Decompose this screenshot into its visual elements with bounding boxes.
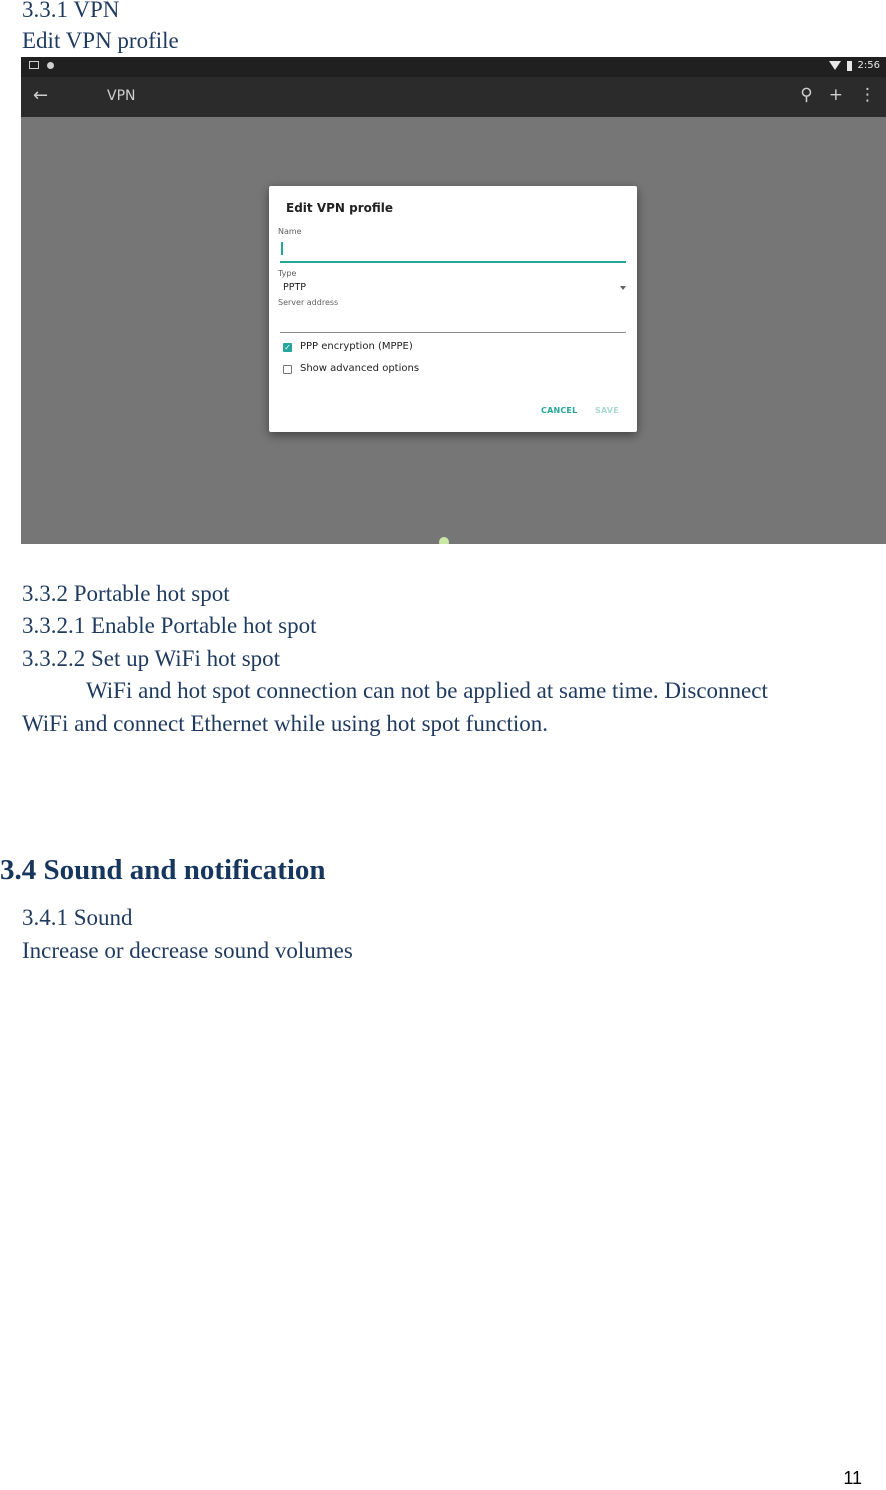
page-number: 11 [843,1468,862,1488]
name-input[interactable] [280,261,626,263]
section-3-3-2-1-heading: 3.3.2.1 Enable Portable hot spot [22,613,317,638]
advanced-options-checkbox[interactable] [283,365,292,374]
edit-vpn-profile-caption: Edit VPN profile [22,28,179,53]
section-3-4-heading: 3.4 Sound and notification [0,854,326,886]
dropdown-arrow-icon[interactable] [620,286,626,290]
save-button[interactable]: SAVE [595,406,619,415]
hotspot-paragraph-line-1: WiFi and hot spot connection can not be applied at same time. Disconnect [86,678,768,703]
cancel-button[interactable]: CANCEL [541,406,578,415]
name-label: Name [278,227,302,236]
notification-dot-icon [47,62,54,69]
section-3-4-1-heading: 3.4.1 Sound [22,905,133,930]
type-label: Type [278,269,297,278]
plus-icon[interactable]: + [828,85,843,105]
edit-vpn-dialog [269,186,637,432]
vpn-screenshot [21,57,886,544]
ppp-encryption-checkbox[interactable]: ✓ [284,343,291,352]
sound-volume-caption: Increase or decrease sound volumes [22,938,353,963]
screenshot-notification-icon [29,61,39,69]
server-address-label: Server address [278,298,339,307]
search-icon[interactable]: ⚲ [800,85,813,105]
overflow-menu-icon[interactable]: ⋮ [859,85,876,105]
arrow-left-icon[interactable]: ← [33,85,49,106]
server-address-input[interactable] [280,332,626,333]
ppp-encryption-label: PPP encryption (MPPE) [300,341,413,352]
section-3-3-2-heading: 3.3.2 Portable hot spot [22,581,230,606]
status-bar [21,57,886,77]
dialog-title: Edit VPN profile [286,201,394,215]
wifi-icon [829,61,841,70]
advanced-options-label: Show advanced options [300,363,420,374]
hotspot-paragraph-line-2: WiFi and connect Ethernet while using hot spot function. [22,711,549,736]
section-3-3-1-heading: 3.3.1 VPN [22,0,120,22]
type-select[interactable]: PPTP [283,282,306,293]
status-time: 2:56 [857,60,880,71]
app-bar [21,77,886,117]
battery-icon [847,61,852,71]
app-bar-title: VPN [107,88,136,104]
decorative-blob [439,537,449,544]
section-3-3-2-2-heading: 3.3.2.2 Set up WiFi hot spot [22,646,281,671]
text-cursor [281,242,283,255]
